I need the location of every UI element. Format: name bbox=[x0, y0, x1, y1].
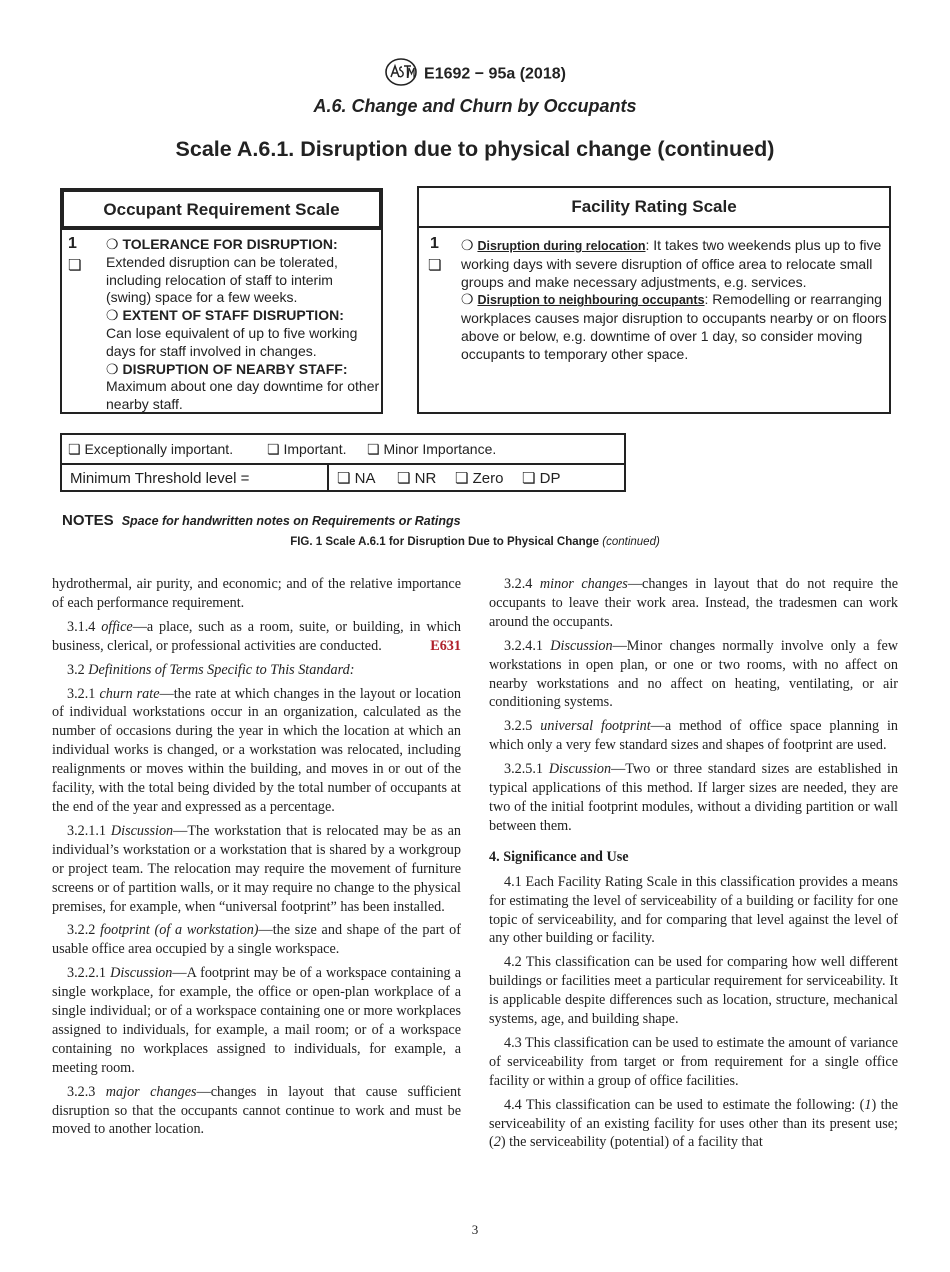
facility-scale-heading: Facility Rating Scale bbox=[417, 186, 891, 228]
threshold-option[interactable]: ❏ NR bbox=[397, 470, 437, 487]
occupant-scale-text bbox=[106, 236, 380, 414]
importance-option[interactable]: ❏ Important. bbox=[267, 441, 347, 457]
paragraph: 3.2.2 footprint (of a workstation)—the size and shape of the part of usable office area occupied by a single workspace. bbox=[52, 922, 461, 958]
importance-table bbox=[60, 433, 626, 492]
occupant-item: ❍ DISRUPTION OF NEARBY STAFF: Maximum about one day downtime for other nearby staff. bbox=[106, 360, 380, 413]
facility-item: ❍ Disruption to neighbouring occupants: Remodelling or rearranging workplaces causes major disruption to occupants nearby or on floors above or below, e.g. downtime of over 1 day, so consider moving occupants to temporary other space. bbox=[461, 291, 887, 362]
section-heading: 4. Significance and Use bbox=[489, 848, 629, 865]
page-number: 3 bbox=[471, 1222, 479, 1237]
circle-icon: ❍ bbox=[461, 237, 478, 253]
figure-caption: FIG. 1 Scale A.6.1 for Disruption Due to Physical Change (continued) bbox=[290, 536, 660, 548]
paragraph: 4.1 Each Facility Rating Scale in this classification provides a means for estimating the level of serviceability of a building or facility for one topic of serviceability, and for comparing that level against the level of any other building or facility. bbox=[489, 873, 898, 947]
threshold-label: Minimum Threshold level = bbox=[70, 470, 250, 487]
paragraph: 3.2 Definitions of Terms Specific to This Standard: bbox=[67, 661, 355, 678]
occupant-scale-body bbox=[60, 228, 383, 414]
paragraph: 4.3 This classification can be used to estimate the amount of variance of serviceability from target or from requirement for a single office facility or within a group of office facilities. bbox=[489, 1034, 898, 1089]
paragraph: 3.2.2.1 Discussion—A footprint may be of a workspace containing a single workplace, for example, the office or open-plan workplace of a single individual; or of a workspace containing one or more workplaces assigned to individuals, for example, a mail room; or of a workspace containing no workplaces assigned to individuals, for example, a meeting room. bbox=[52, 965, 461, 1076]
importance-option[interactable]: ❏ Exceptionally important. bbox=[68, 441, 234, 457]
threshold-row bbox=[62, 465, 624, 492]
circle-icon: ❍ bbox=[106, 307, 123, 324]
paragraph: 3.2.5.1 Discussion—Two or three standard sizes are established in typical applications of this method. If larger sizes are needed, they are two of the initial footprint modules, without a dividing partition or wall between them. bbox=[489, 761, 898, 834]
designation: E1692 − 95a (2018) bbox=[424, 65, 566, 83]
paragraph: 3.2.4 minor changes—changes in layout that do not require the occupants to leave their work area. Instead, the tradesmen can work around the occupants. bbox=[489, 576, 898, 630]
paragraph: 3.2.3 major changes—changes in layout that cause sufficient disruption so that the occupants cannot continue to work and must be moved to another location. bbox=[52, 1083, 462, 1138]
circle-icon: ❍ bbox=[106, 236, 123, 252]
paragraph: 3.2.1 churn rate—the rate at which changes in the layout or location of individual workstations occur in an organization, calculated as the number of occasions during the year in which the location at which an individual works is changed, or a workstation was relocated, including realignments or moves within the building, and moves in or out of the facility, with the total being divided by the total number of occupants at the end of the year and expressed as a percentage. bbox=[52, 685, 462, 815]
facility-level: 1 bbox=[430, 235, 439, 252]
importance-option[interactable]: ❏ Minor Importance. bbox=[367, 441, 497, 457]
circle-icon: ❍ bbox=[461, 291, 478, 308]
threshold-divider bbox=[327, 465, 329, 492]
notes: NOTES Space for handwritten notes on Requirements or Ratings bbox=[62, 512, 461, 529]
occupant-scale-heading: Occupant Requirement Scale bbox=[60, 188, 383, 230]
facility-item: ❍ Disruption during relocation: It takes two weekends plus up to five working days with severe disruption of office area to relocate small groups and make necessary adjustments, e.g. services. bbox=[461, 237, 882, 290]
paragraph: 3.2.1.1 Discussion—The workstation that is relocated may be as an individual’s workstation or a workstation that is shared by a workgroup or project team. The relocation may require the movement of furniture screens or of partition walls, or it may require no change to the physical premises, for example, when “universal footprint” has been installed. bbox=[52, 822, 461, 915]
occupant-item: ❍ TOLERANCE FOR DISRUPTION: Extended disruption can be tolerated, including relocation of staff to interim (swing) space for a few weeks. bbox=[106, 236, 338, 306]
paragraph: 4.2 This classification can be used for comparing how well different buildings or facilities meet a particular requirement for serviceability. It is applicable despite differences such as location, structure, mechanical systems, age, and building shape. bbox=[489, 954, 898, 1028]
occupant-level: 1 bbox=[68, 235, 77, 252]
checkbox-icon[interactable]: ❏ bbox=[68, 257, 82, 274]
occupant-item: ❍ EXTENT OF STAFF DISRUPTION: Can lose equivalent of up to five working days for staff involved in changes. bbox=[106, 307, 358, 359]
reference-link[interactable]: E631 bbox=[430, 637, 461, 654]
paragraph: 4.4 This classification can be used to estimate the following: (1) the serviceability of an existing facility for uses other than its present use; (2) the serviceability (potential) of a facility that bbox=[489, 1096, 898, 1151]
facility-scale-text bbox=[461, 237, 891, 364]
paragraph: 3.2.4.1 Discussion—Minor changes normally involve only a few workstations in open plan, or one or two rooms, with no affect on nearby workstations and no affect on heating, ventilating, or air conditioning systems. bbox=[489, 637, 899, 711]
scale-title: Scale A.6.1. Disruption due to physical change (continued) bbox=[175, 137, 775, 161]
paragraph: 3.1.4 office—a place, such as a room, suite, or building, in which business, clerical, or professional activities are conducted. E631 bbox=[52, 618, 461, 654]
paragraph: hydrothermal, air purity, and economic; and of the relative importance of each performance requirement. bbox=[52, 576, 461, 611]
threshold-option[interactable]: ❏ Zero bbox=[455, 470, 504, 487]
threshold-option[interactable]: ❏ NA bbox=[337, 470, 376, 487]
right-column bbox=[489, 575, 898, 1157]
facility-scale-body bbox=[417, 226, 891, 414]
section-title: A.6. Change and Churn by Occupants bbox=[313, 96, 637, 116]
left-column bbox=[52, 575, 461, 1144]
checkbox-icon[interactable]: ❏ bbox=[428, 257, 442, 274]
astm-logo-icon bbox=[384, 57, 418, 92]
document-header bbox=[0, 57, 950, 92]
paragraph: 3.2.5 universal footprint—a method of office space planning in which only a very few standard sizes and shapes of footprint are used. bbox=[489, 718, 899, 754]
circle-icon: ❍ bbox=[106, 360, 123, 377]
importance-row bbox=[62, 435, 624, 465]
threshold-option[interactable]: ❏ DP bbox=[522, 470, 561, 487]
